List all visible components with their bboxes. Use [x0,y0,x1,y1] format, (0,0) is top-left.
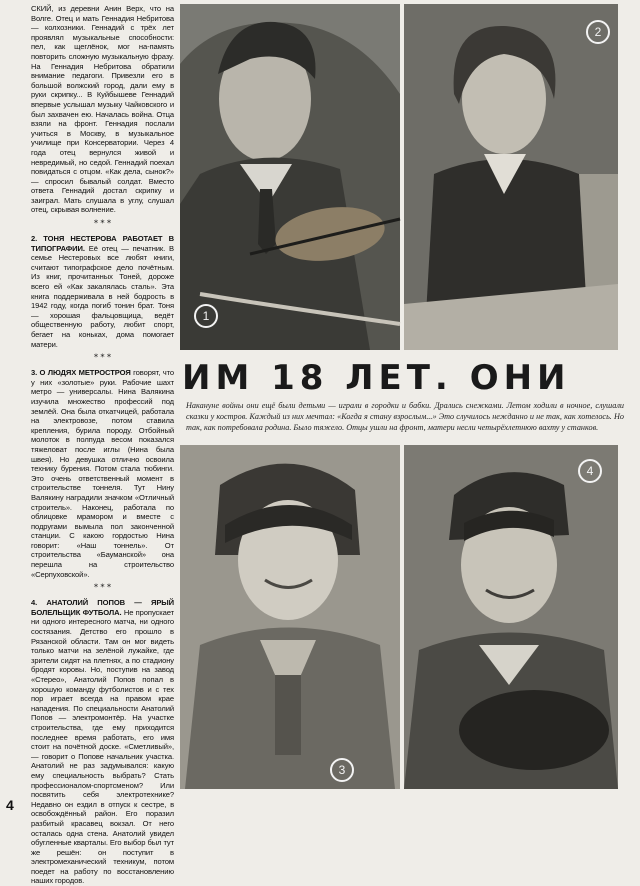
photo-caption: Накануне войны они ещё были детьми — играли в городки и бабки. Дрались снежками. Летом ходили в ночное, слушали сказки у костров. Каждый из них мечтал: «Когда я стану взрослым...» Это случилось нежданно и не так, как хотелось. Но так, как потребовала родина. Было тяжело. Отцы ушли на фронт, матери несли четырёхлетнюю вахту у станков. [186,401,624,432]
photo-number-badge: 3 [330,758,354,782]
page-number: 4 [6,797,14,813]
story-4-heading: 4. АНАТОЛИЙ ПОПОВ — ЯРЫЙ БОЛЕЛЬЩИК ФУТБОЛА. [31,598,174,617]
separator-stars: * * * [93,219,112,229]
headline: ИМ 18 ЛЕТ. ОНИ [182,358,571,398]
story-1-text: СКИЙ, из деревни Анин Верх, что на Волге. Отец и мать Геннадия Небритова — колхозники. Геннадий с трёх лет проявлял музыкальные способности: пел, как щеглёнок, мог на-память повторить сложную музыкальную фразу. На Геннадия Небритова обратили внимание педагоги. Привезли его в большой волжский город, дали ему в руки скрипку... В Куйбышеве Геннадий впервые услышал музыку Чайковского и был захвачен ею. Началась война. Отца взяли на фронт. Геннадия послали учиться в Москву, в музыкальное училище при Консерватории. Через 4 года отец вернулся живой и невредимый, но седой. Геннадий поехал повидаться с отцом. «Как дела, сынок?» — спросил бывалый солдат. Вместо ответа Геннадий достал скрипку и заиграл. Мать слушала в углу, слушал отец, скрывая волнение. [31,4,174,215]
photo-typesetter [404,4,618,350]
photo-number-badge: 2 [586,20,610,44]
story-4 [31,598,174,886]
separator-stars: * * * [93,353,112,363]
photo-violinist [180,4,400,350]
story-3-text: говорят, что у них «золотые» руки. Рабочие шахт метро — универсалы. Нина Валякина изучила множество профессий под землёй. Она была откатчицей, работала на электровозе, потом ставила крепления, бурила породу. Отбойный молоток в полпуда весом показался тяжеловат после иглы (Нина была швея). Но девушка отлично освоила технику бурения. Потом стала тюбинги. Это очень ответственный момент в строительстве тоннеля. Тут Нину Валякину наградили значком «Отличный строитель». Наконец, работала по облицовке мрамором и вместе с подругами вымыла пол законченной станции. С какою гордостью Нина говорит: «Наш тоннель». От строительства «Бауманской» она перешла на строительство «Серпуховской». [31,368,175,579]
story-2-text: Её отец — печатник. В семье Нестеровых все любят книги, считают типографское дело почётным. Из книг, прочитанных Тоней, дороже всего ей «Как закалялась сталь». Эта книга поддерживала в ней бодрость в 1942 году, когда погиб тонин брат. Тоня — хорошая фальцовщица, ведёт общественную работу, любит спорт, бегает на коньках, дома помогает матери. [31,243,175,349]
photo-number-badge: 4 [578,459,602,483]
story-4-text: Не пропускает ни одного интересного матча, ни одного состязания. Детство его прошло в Рязанской области. Там он мог видеть только матчи на зелёной лужайке, где зрители сидят на плетнях, а по стадиону бродят коровы. Но, поступив на завод «Стерео», Анатолий Попов попал в хорошую команду футболистов и с тех пор играет всегда на правом крае нападения. По специальности Анатолий Попов — электромонтёр. На участке строительства, где ему приходится последнее время работать, его имя стоит на почётной доске. «Сметливый», — говорит о Попове начальник участка. Анатолий не раз задумывался: какую ему специальность выбрать? Стать профессионалом-спортсменом? Или посвятить себя электротехнике? Недавно он ездил в отпуск к сестре, в освобождённый район. Его поразил разбитый красавец вокзал. От него осталась одна стена. Анатолий увидел обугленные кварталы. Его выбор был тут же решён: он поступит в электромеханический техникум, потом поедет на работу по восстановлению наших городов. [31,607,175,886]
photo-metro-worker [180,445,400,789]
photo-football-fan [404,445,618,789]
story-2 [31,234,174,349]
photo-number-badge: 1 [194,304,218,328]
story-3 [31,368,174,579]
article-column [31,4,175,886]
story-2-heading: 2. ТОНЯ НЕСТЕРОВА РАБОТАЕТ В ТИПОГРАФИИ. [31,234,174,253]
separator-stars: * * * [93,583,112,593]
story-3-heading: 3. О ЛЮДЯХ МЕТРОСТРОЯ [31,368,131,378]
